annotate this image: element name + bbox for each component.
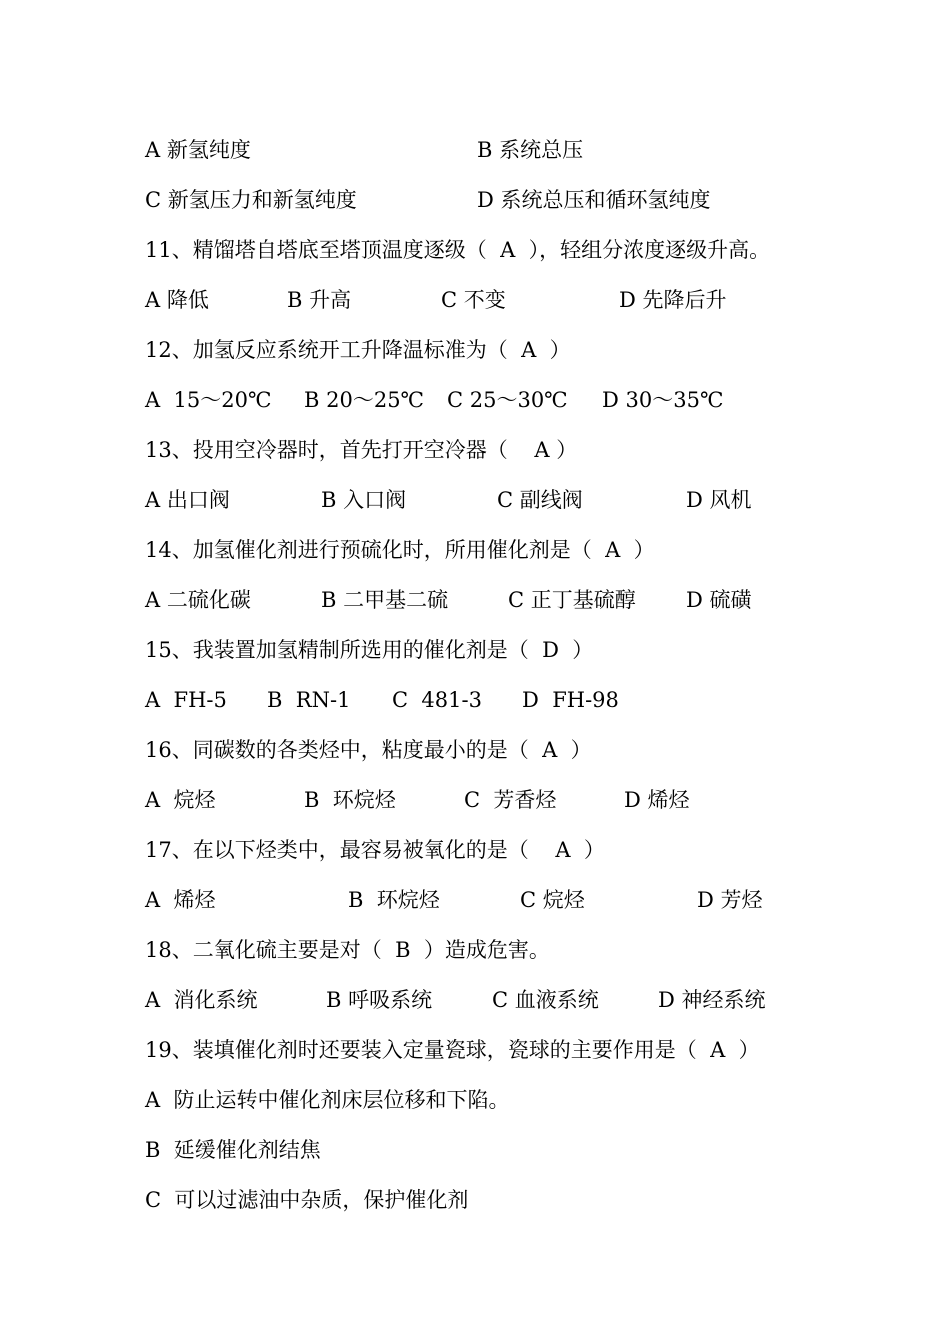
options-line: [145, 486, 752, 514]
option-b: B 二甲基二硫: [321, 588, 449, 612]
option-c: C 481-3: [392, 688, 482, 712]
question-12: 12、加氢反应系统开工升降温标准为（ A ）: [145, 338, 571, 362]
option-b: B 系统总压: [477, 138, 584, 162]
options-line: [145, 786, 690, 814]
options-line: [145, 136, 584, 164]
option-b-line: B 延缓催化剂结焦: [145, 1138, 321, 1162]
option-b: B 20～25℃: [304, 388, 425, 412]
option-c: C 烷烃: [520, 888, 585, 912]
option-d: D 硫磺: [686, 588, 752, 612]
option-b: B 环烷烃: [304, 788, 396, 812]
options-line: [145, 686, 619, 714]
option-c-line: C 可以过滤油中杂质，保护催化剂: [145, 1188, 469, 1212]
option-d: D 先降后升: [619, 288, 727, 312]
question-15: 15、我装置加氢精制所选用的催化剂是（ D ）: [145, 638, 594, 662]
option-d: D 30～35℃: [602, 388, 724, 412]
options-line: [145, 286, 727, 314]
option-a-line: A 防止运转中催化剂床层位移和下陷。: [145, 1088, 510, 1112]
options-line: [145, 886, 763, 914]
option-d: D 系统总压和循环氢纯度: [477, 188, 711, 212]
question-16: 16、同碳数的各类烃中，粘度最小的是（ A ）: [145, 738, 592, 762]
option-c: C 25～30℃: [447, 388, 568, 412]
options-line: [145, 986, 766, 1014]
option-d: D 芳烃: [697, 888, 763, 912]
option-c: C 正丁基硫醇: [508, 588, 636, 612]
option-a: A 二硫化碳: [145, 588, 251, 612]
option-c: C 不变: [441, 288, 506, 312]
option-a: A FH-5: [145, 688, 227, 712]
option-d: D 风机: [686, 488, 752, 512]
option-b: B 呼吸系统: [326, 988, 433, 1012]
option-a: A 新氢纯度: [145, 138, 251, 162]
option-b: B 入口阀: [321, 488, 407, 512]
option-b: B RN-1: [267, 688, 351, 712]
question-18: 18、二氧化硫主要是对（ B ）造成危害。: [145, 938, 550, 962]
option-b: B 升高: [287, 288, 352, 312]
question-11: 11、精馏塔自塔底至塔顶温度逐级（ A ），轻组分浓度逐级升高。: [145, 238, 771, 262]
option-c: C 血液系统: [492, 988, 599, 1012]
question-13: 13、投用空冷器时，首先打开空冷器（ A ）: [145, 438, 578, 462]
option-a: A 15～20℃: [145, 388, 272, 412]
option-a: A 烷烃: [145, 788, 216, 812]
option-a: A 消化系统: [145, 988, 258, 1012]
options-line: [145, 186, 711, 214]
option-a: A 降低: [145, 288, 209, 312]
options-line: [145, 386, 724, 414]
question-14: 14、加氢催化剂进行预硫化时，所用催化剂是（ A ）: [145, 538, 655, 562]
option-c: C 副线阀: [497, 488, 583, 512]
question-19: 19、装填催化剂时还要装入定量瓷球，瓷球的主要作用是（ A ）: [145, 1038, 760, 1062]
option-a: A 出口阀: [145, 488, 230, 512]
option-d: D 烯烃: [624, 788, 690, 812]
option-a: A 烯烃: [145, 888, 216, 912]
options-line: [145, 586, 752, 614]
option-d: D 神经系统: [658, 988, 766, 1012]
option-d: D FH-98: [522, 688, 619, 712]
option-c: C 芳香烃: [464, 788, 557, 812]
option-b: B 环烷烃: [348, 888, 440, 912]
option-c: C 新氢压力和新氢纯度: [145, 188, 357, 212]
question-17: 17、在以下烃类中，最容易被氧化的是（ A ）: [145, 838, 605, 862]
